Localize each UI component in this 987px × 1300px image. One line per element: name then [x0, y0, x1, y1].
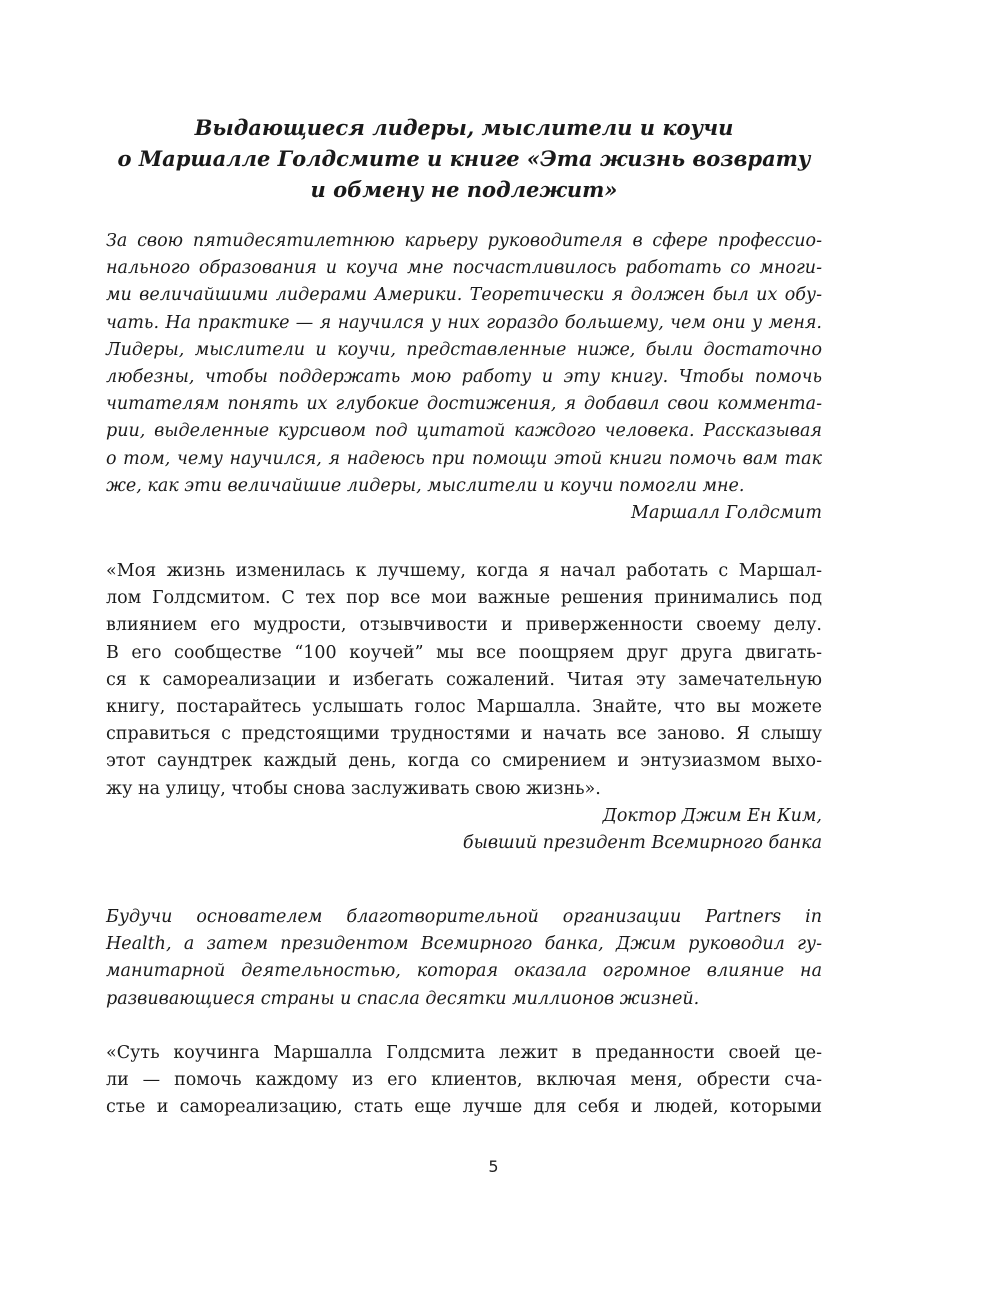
text-line: ли — помочь каждому из его клиентов, включая меня, обрести сча- [106, 1070, 822, 1091]
text-line: любезны, чтобы поддержать мою работу и эту книгу. Чтобы помочь [106, 367, 822, 388]
text-line: жу на улицу, чтобы снова заслуживать свою жизнь». [106, 778, 601, 799]
text-line: влиянием его мудрости, отзывчивости и приверженности своему делу. [106, 615, 822, 636]
attribution-name: Доктор Джим Ен Ким, [602, 805, 822, 826]
text-line: книгу, постарайтесь услышать голос Маршалла. Знайте, что вы можете [106, 697, 822, 718]
text-line: же, как эти величайшие лидеры, мыслители и коучи помогли мне. [106, 475, 745, 496]
quote-kim [106, 558, 822, 857]
text-line: ми величайшими лидерами Америки. Теоретически я должен был их обу- [106, 285, 822, 306]
author-comment [106, 904, 822, 1013]
text-line: «Суть коучинга Маршалла Голдсмита лежит в преданности своей це- [106, 1043, 822, 1063]
text-line: о том, чему научился, я надеюсь при помощи этой книги помочь вам так [106, 448, 822, 469]
text-line: Health, а затем президентом Всемирного банка, Джим руководил гу- [106, 934, 822, 955]
text-line: лом Голдсмитом. С тех пор все мои важные решения принимались под [106, 588, 822, 609]
quote-second [106, 1040, 822, 1122]
text-line: Лидеры, мыслители и коучи, представленные ниже, были достаточно [106, 339, 822, 360]
text-line: развивающиеся страны и спасла десятки миллионов жизней. [106, 988, 700, 1009]
intro-signature: Маршалл Голдсмит [631, 503, 822, 524]
text-line: За свою пятидесятилетнюю карьеру руководителя в сфере профессио- [106, 231, 822, 251]
text-line: «Моя жизнь изменилась к лучшему, когда я начал работать с Маршал- [106, 561, 822, 581]
text-line: читателям понять их глубокие достижения, я добавил свои коммента- [106, 394, 822, 415]
page-number: 5 [488, 1157, 499, 1176]
text-line: манитарной деятельностью, которая оказала огромное влияние на [106, 961, 822, 982]
page-heading [106, 112, 822, 205]
text-line: Будучи основателем благотворительной организации Partners in [106, 907, 822, 927]
text-line: стье и самореализацию, стать еще лучше для себя и людей, которыми [106, 1097, 822, 1118]
text-line: этот саундтрек каждый день, когда со смирением и энтузиазмом выхо- [106, 751, 822, 772]
text-line: В его сообществе “100 коучей” мы все поощряем друг друга двигать- [106, 642, 822, 663]
attribution-title: бывший президент Всемирного банка [462, 833, 822, 854]
text-line: нального образования и коуча мне посчастливилось работать со многи- [106, 258, 822, 279]
heading-line: и обмену не подлежит» [310, 177, 618, 202]
text-line: рии, выделенные курсивом под цитатой каждого человека. Рассказывая [106, 421, 822, 442]
intro-paragraph [106, 228, 822, 527]
heading-line: о Маршалле Голдсмите и книге «Эта жизнь возврату [117, 146, 811, 171]
text-line: чать. На практике — я научился у них гораздо большему, чем они у меня. [106, 312, 822, 333]
heading-line: Выдающиеся лидеры, мыслители и коучи [194, 115, 734, 140]
text-line: справиться с предстоящими трудностями и начать все заново. Я слышу [106, 724, 822, 745]
text-line: ся к самореализации и избегать сожалений. Читая эту замечательную [106, 669, 822, 690]
